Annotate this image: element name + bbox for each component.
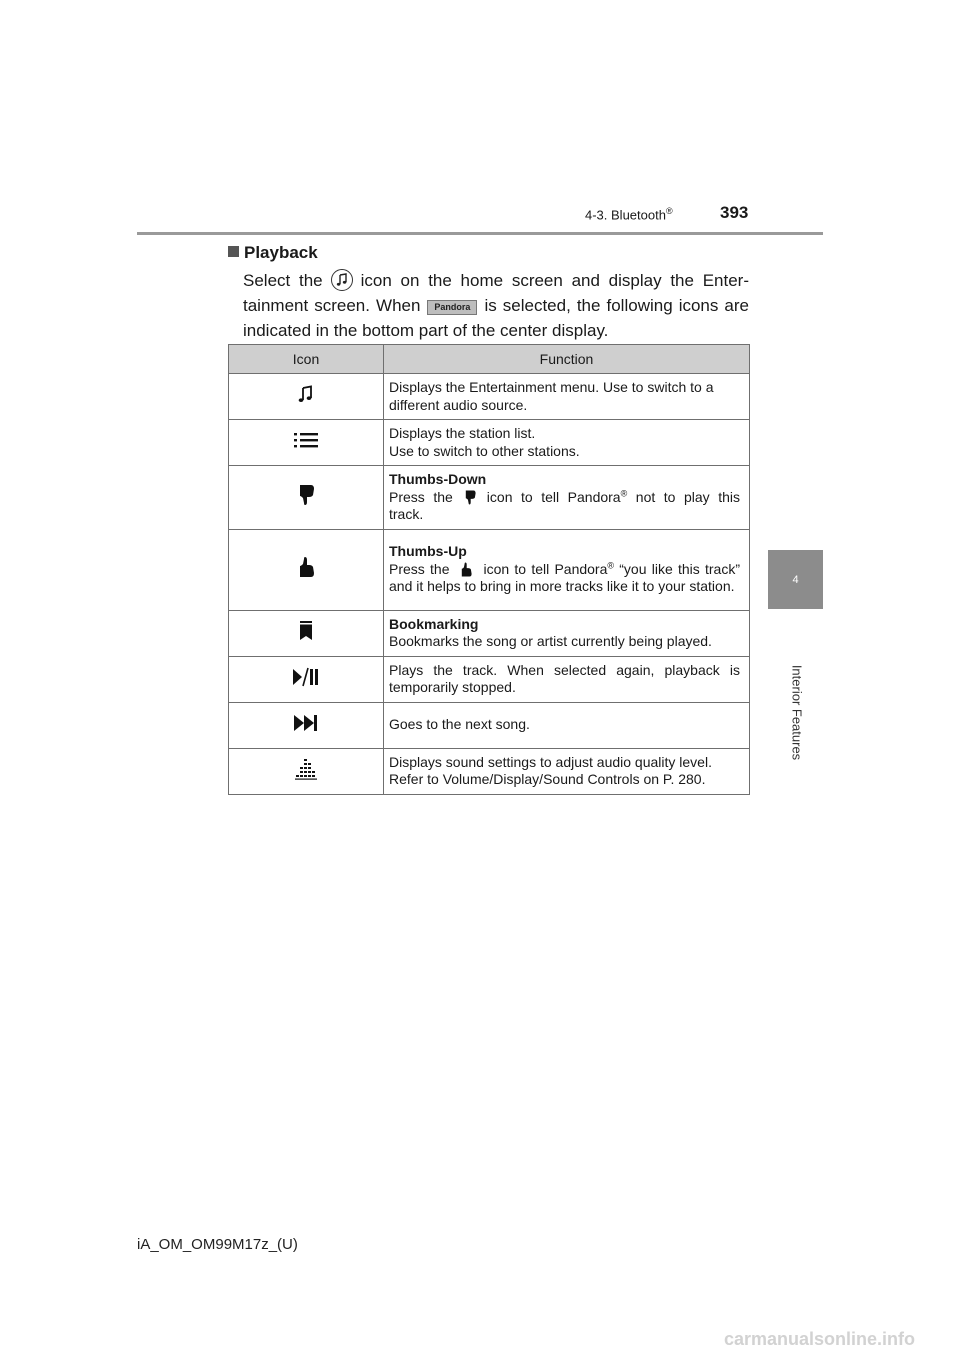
next-track-icon — [293, 714, 319, 732]
table-header-row — [229, 345, 750, 374]
icon-cell — [229, 748, 384, 794]
column-header-function: Function — [384, 345, 750, 374]
document-code: iA_OM_OM99M17z_(U) — [137, 1236, 298, 1253]
table-row — [229, 702, 750, 748]
chapter-tab: 4 — [768, 550, 823, 609]
icon-cell — [229, 374, 384, 420]
watermark: carmanualsonline.info — [724, 1329, 916, 1349]
section-title: Playback — [228, 243, 318, 263]
icon-cell — [229, 610, 384, 656]
table-row — [229, 374, 750, 420]
bookmark-icon — [299, 621, 313, 641]
thumbs-down-icon — [296, 483, 316, 507]
thumbs-up-icon — [459, 561, 473, 578]
table-row — [229, 656, 750, 702]
thumbs-up-icon — [296, 555, 316, 579]
play-pause-icon — [292, 667, 320, 687]
function-cell: Plays the track. When selected again, playback is temporarily stopped. — [384, 656, 750, 702]
function-cell: Bookmarking Bookmarks the song or artist currently being played. — [384, 610, 750, 656]
pandora-badge: Pandora — [427, 300, 477, 315]
music-note-icon — [331, 269, 353, 291]
icon-cell — [229, 702, 384, 748]
square-bullet-icon — [228, 246, 239, 257]
icon-cell — [229, 466, 384, 530]
equalizer-icon — [294, 758, 318, 780]
function-cell: Thumbs-Up Press the icon to tell Pandora® “you like this track” and it helps to bring in more tracks like it to your station. — [384, 529, 750, 610]
table-row — [229, 466, 750, 530]
column-header-icon: Icon — [229, 345, 384, 374]
page-number: 393 — [720, 203, 749, 222]
music-note-icon — [295, 383, 317, 405]
table-row — [229, 610, 750, 656]
icon-cell — [229, 529, 384, 610]
table-row — [229, 420, 750, 466]
icon-cell — [229, 420, 384, 466]
table-row — [229, 748, 750, 794]
section-breadcrumb: 4-3. Bluetooth® — [585, 206, 673, 223]
function-cell: Displays the Entertainment menu. Use to switch to a different audio source. — [384, 374, 750, 420]
chapter-tab-label: Interior Features — [789, 664, 805, 761]
icon-function-table — [228, 344, 750, 795]
function-cell: Displays sound settings to adjust audio quality level. Refer to Volume/Display/Sound Controls on P. 280. — [384, 748, 750, 794]
table-row — [229, 529, 750, 610]
icon-cell — [229, 656, 384, 702]
thumbs-down-icon — [463, 489, 477, 506]
function-cell: Goes to the next song. — [384, 702, 750, 748]
intro-paragraph: Select the icon on the home screen and display the Enter- tainment screen. When Pandora is selected, the following icons are indicated in the bottom part of the center display. — [243, 271, 749, 340]
function-cell: Thumbs-Down Press the icon to tell Pandora® not to play this track. — [384, 466, 750, 530]
header-rule — [137, 232, 823, 235]
list-icon — [293, 431, 319, 449]
function-cell: Displays the station list. Use to switch to other stations. — [384, 420, 750, 466]
